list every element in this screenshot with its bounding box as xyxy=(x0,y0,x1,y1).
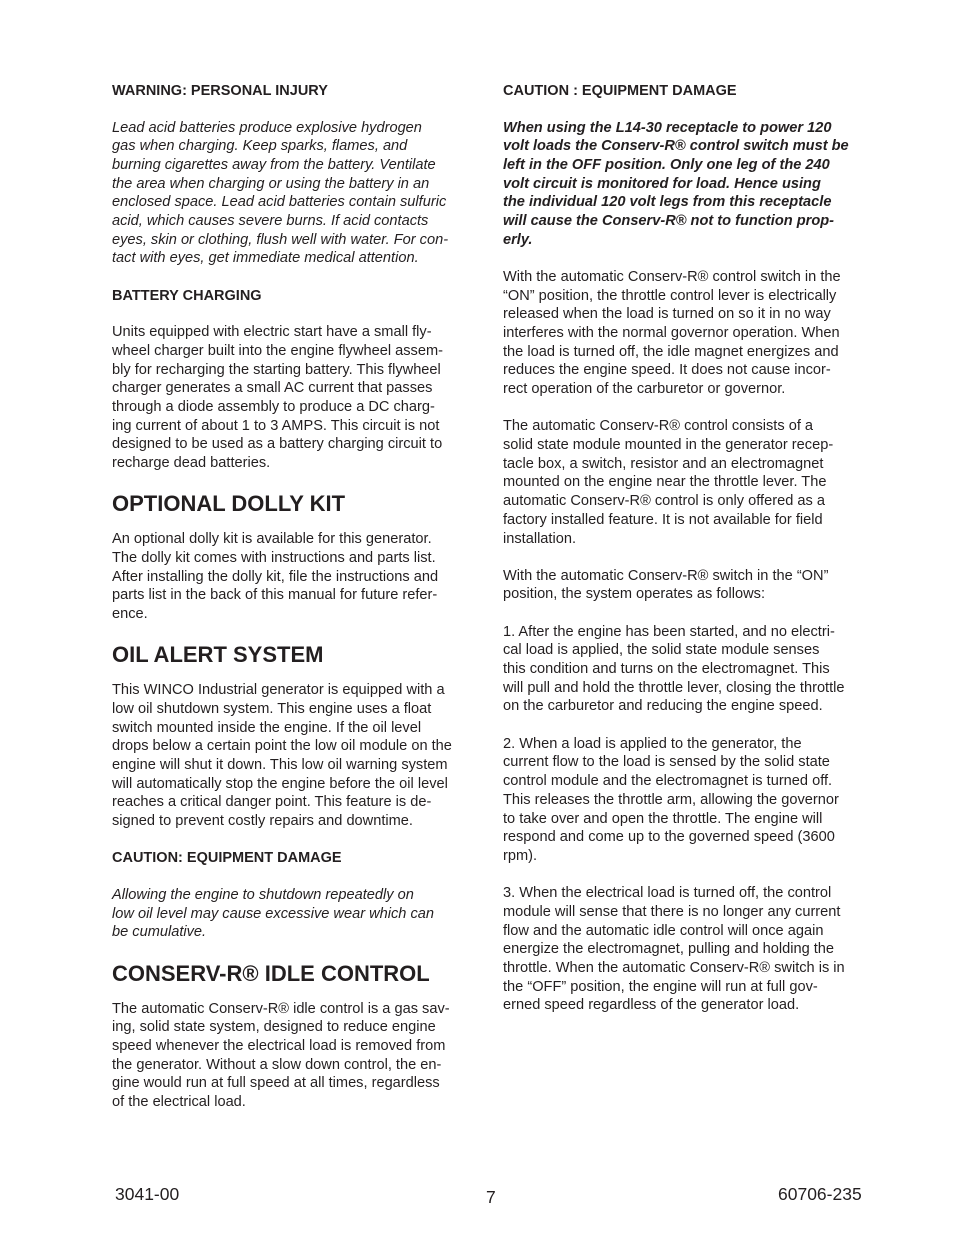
dolly-kit-text: An optional dolly kit is available for this generator. The dolly kit comes with instructions and parts list. After installing the dolly kit, file the instructions and parts list in the back of this manual for future refer- ence. xyxy=(112,531,439,623)
page-number: 7 xyxy=(486,1187,496,1207)
caution-heading-left: CAUTION: EQUIPMENT DAMAGE xyxy=(112,850,342,867)
conserv-r-text: The automatic Conserv-R® idle control is a gas sav- ing, solid state system, designed to reduce engine speed whenever the electrical load is removed from the generator. Without a slow down control, the en- gine would run at full speed at all times, regardless of the electrical load. xyxy=(112,1000,450,1111)
caution-text-left: Allowing the engine to shutdown repeatedly on low oil level may cause excessive wear which can be cumulative. xyxy=(112,886,435,941)
right-column xyxy=(503,82,871,1034)
operation-step-1: 1. After the engine has been started, and no electri- cal load is applied, the solid state module senses this condition and turns on the electromagnet. This will pull and hold the throttle lever, closing the throttle on the carburetor and reducing the engine speed. xyxy=(503,623,845,715)
caution-heading-right: CAUTION : EQUIPMENT DAMAGE xyxy=(503,83,737,99)
left-column xyxy=(112,82,478,1130)
battery-charging-heading: BATTERY CHARGING xyxy=(112,287,262,304)
footer-part-number: 60706-235 xyxy=(778,1184,862,1204)
conserv-operation-intro: With the automatic Conserv-R® switch in the “ON” position, the system operates as follows: xyxy=(503,567,829,603)
conserv-r-title: CONSERV-R® IDLE CONTROL xyxy=(112,960,430,986)
battery-charging-text: Units equipped with electric start have a small fly- wheel charger built into the engine flywheel assem- bly for recharging the starting battery. This flywheel charger generates a small AC current that passes through a diode assembly to produce a DC charg- ing current of about 1 to 3 AMPS. This circuit is not designed to be used as a battery charging circuit to recharge dead batteries. xyxy=(112,324,443,472)
operation-step-2: 2. When a load is applied to the generator, the current flow to the load is sensed by the solid state control module and the electromagnet is turned off. This releases the throttle arm, allowing the governor to take over and open the throttle. The engine will respond and come up to the governed speed (3600 rpm). xyxy=(503,735,839,864)
oil-alert-text: This WINCO Industrial generator is equipped with a low oil shutdown system. This engine uses a float switch mounted inside the engine. If the oil level drops below a certain point the low oil module on the engine will shut it down. This low oil warning system will automatically stop the engine before the oil level reaches a critical danger point. This feature is de- signed to prevent costly repairs and downtime. xyxy=(112,682,452,830)
oil-alert-title: OIL ALERT SYSTEM xyxy=(112,642,324,668)
footer-document-code: 3041-00 xyxy=(115,1184,180,1204)
conserv-components-paragraph: The automatic Conserv-R® control consists of a solid state module mounted in the generator recep- tacle box, a switch, resistor and an electromagnet mounted on the engine near the throttle lever. The automatic Conserv-R® control is only offered as a factory installed feature. It is not available for field installation. xyxy=(503,418,834,547)
dolly-kit-title: OPTIONAL DOLLY KIT xyxy=(112,491,346,517)
warning-heading: WARNING: PERSONAL INJURY xyxy=(112,83,328,99)
caution-text-right: When using the L14-30 receptacle to power 120 volt loads the Conserv-R® control switch must be left in the OFF position. Only one leg of the 240 volt circuit is monitored for load. Hence using the individual 120 volt legs from this receptacle will cause the Conserv-R® not to function prop- erly. xyxy=(503,119,849,248)
conserv-switch-paragraph: With the automatic Conserv-R® control switch in the “ON” position, the throttle control lever is electrically released when the load is turned on so it in no way interferes with the normal governor operation. When the load is turned off, the idle magnet energizes and reduces the engine speed. It does not cause incor- rect operation of the carburetor or governor. xyxy=(503,268,841,398)
warning-text: Lead acid batteries produce explosive hydrogen gas when charging. Keep sparks, flames, and burning cigarettes away from the battery. Ventilate the area when charging or using the battery in an enclosed space. Lead acid batteries contain sulfuric acid, which causes severe burns. If acid contacts eyes, skin or clothing, flush well with water. For con- tact with eyes, get immediate medical attention. xyxy=(112,119,449,267)
operation-step-3: 3. When the electrical load is turned off, the control module will sense that there is no longer any current flow and the automatic idle control will once again energize the electromagnet, pulling and holding the throttle. When the automatic Conserv-R® switch is in the “OFF” position, the engine will run at full gov- erned speed regardless of the generator load. xyxy=(503,885,845,1014)
